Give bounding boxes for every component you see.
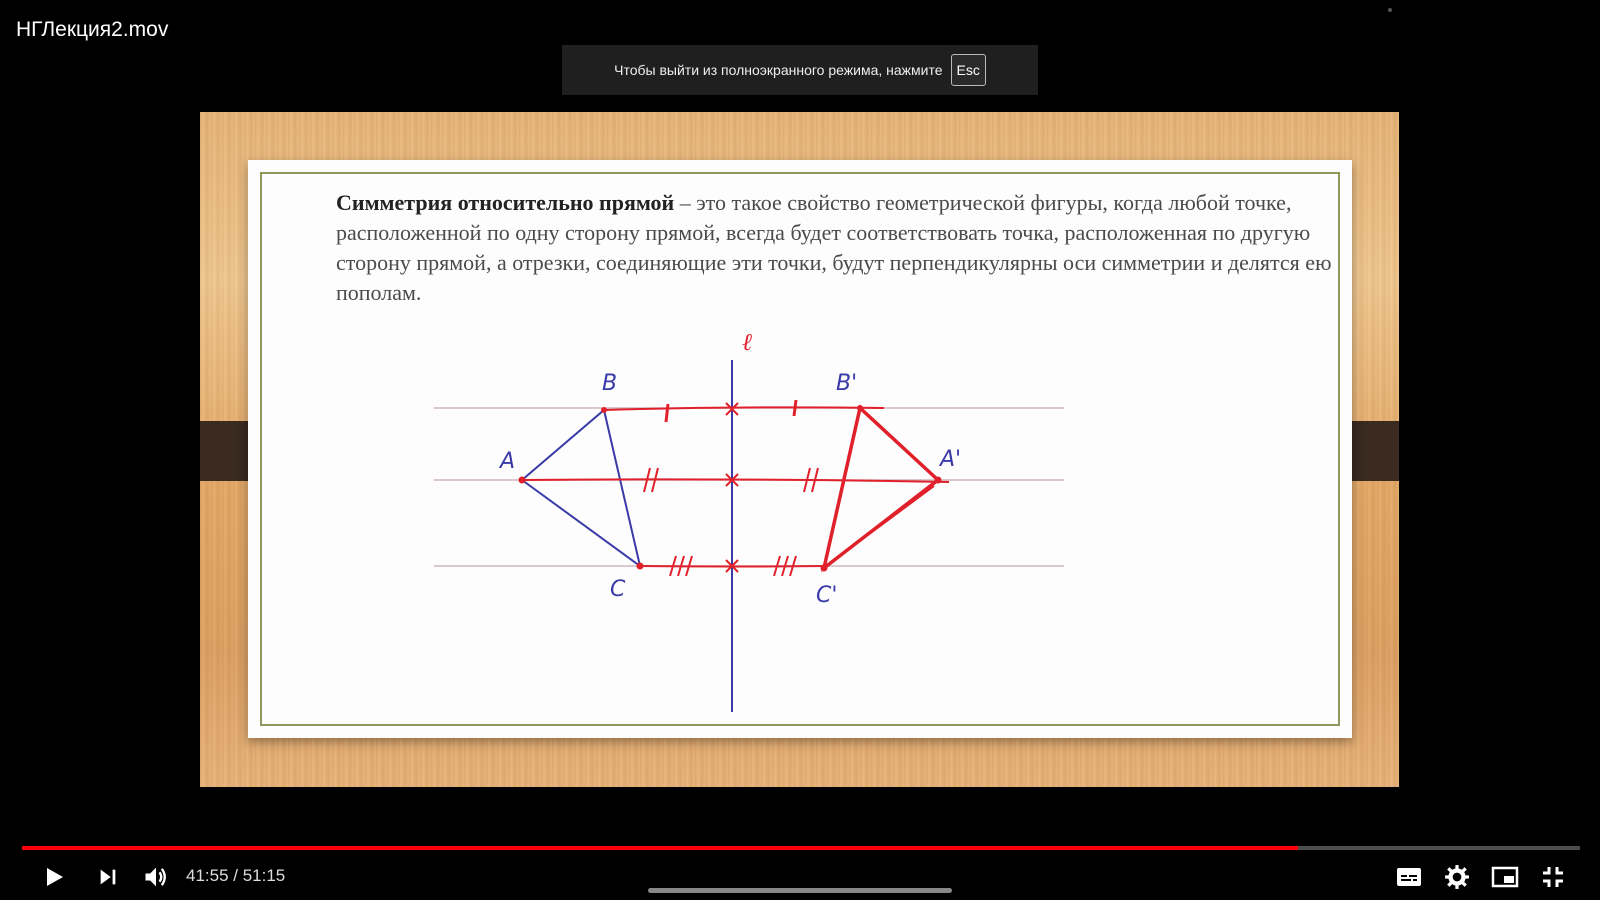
definition-body: – это такое свойство геометрической фигуры, когда любой точке, расположенной по одну сторону прямой, всегда будет соответствовать точка, расположенная по другую сторону прямой, а отрезки, соединяющие эти точки, будут перпендикулярны оси симметрии и делятся ею пополам. (336, 190, 1332, 305)
tick-cc1-left (670, 556, 692, 576)
play-button[interactable] (34, 860, 74, 894)
tick-bb1-left (666, 404, 668, 422)
video-title: НГЛекция2.mov (16, 18, 169, 41)
tick-cc1-right (774, 556, 796, 576)
label-a: A (500, 449, 516, 474)
lecture-slide (248, 160, 1352, 738)
esc-key-hint: Esc (951, 54, 986, 86)
miniplayer-icon (1491, 865, 1519, 889)
miniplayer-button[interactable] (1485, 860, 1525, 894)
label-b: B (602, 371, 618, 396)
home-indicator (648, 888, 952, 893)
tick-bb1-right (794, 400, 796, 416)
label-a1: A' (940, 447, 962, 472)
progress-bar[interactable] (22, 846, 1580, 850)
fullscreen-exit-toast (562, 45, 1038, 95)
settings-button[interactable] (1437, 860, 1477, 894)
progress-played (22, 846, 1298, 850)
time-separator: / (228, 866, 243, 885)
volume-button[interactable] (136, 860, 176, 894)
triangle-abc (522, 410, 640, 566)
slide-definition (336, 188, 1336, 308)
time-display (186, 866, 285, 886)
status-dot (1388, 8, 1392, 12)
axis-label: ℓ (742, 328, 752, 356)
subtitles-icon (1395, 865, 1423, 889)
duration: 51:15 (242, 866, 286, 885)
label-c1: C' (816, 583, 838, 608)
triangle-a1b1c1 (824, 408, 938, 568)
definition-term: Симметрия относительно прямой (336, 190, 675, 215)
next-icon (97, 866, 119, 888)
symmetry-drawing (434, 320, 1064, 730)
settings-icon (1444, 864, 1470, 890)
exit-fullscreen-icon (1541, 865, 1565, 889)
toast-message: Чтобы выйти из полноэкранного режима, нажмите (614, 62, 943, 78)
next-button[interactable] (88, 860, 128, 894)
label-b1: B' (836, 371, 858, 396)
subtitles-button[interactable] (1389, 860, 1429, 894)
triangle-extra-stroke (826, 486, 934, 566)
video-frame[interactable] (200, 112, 1399, 787)
exit-fullscreen-button[interactable] (1533, 860, 1573, 894)
play-icon (42, 865, 66, 889)
volume-icon (142, 863, 170, 891)
current-time: 41:55 (186, 866, 229, 885)
label-c: C (610, 577, 626, 602)
